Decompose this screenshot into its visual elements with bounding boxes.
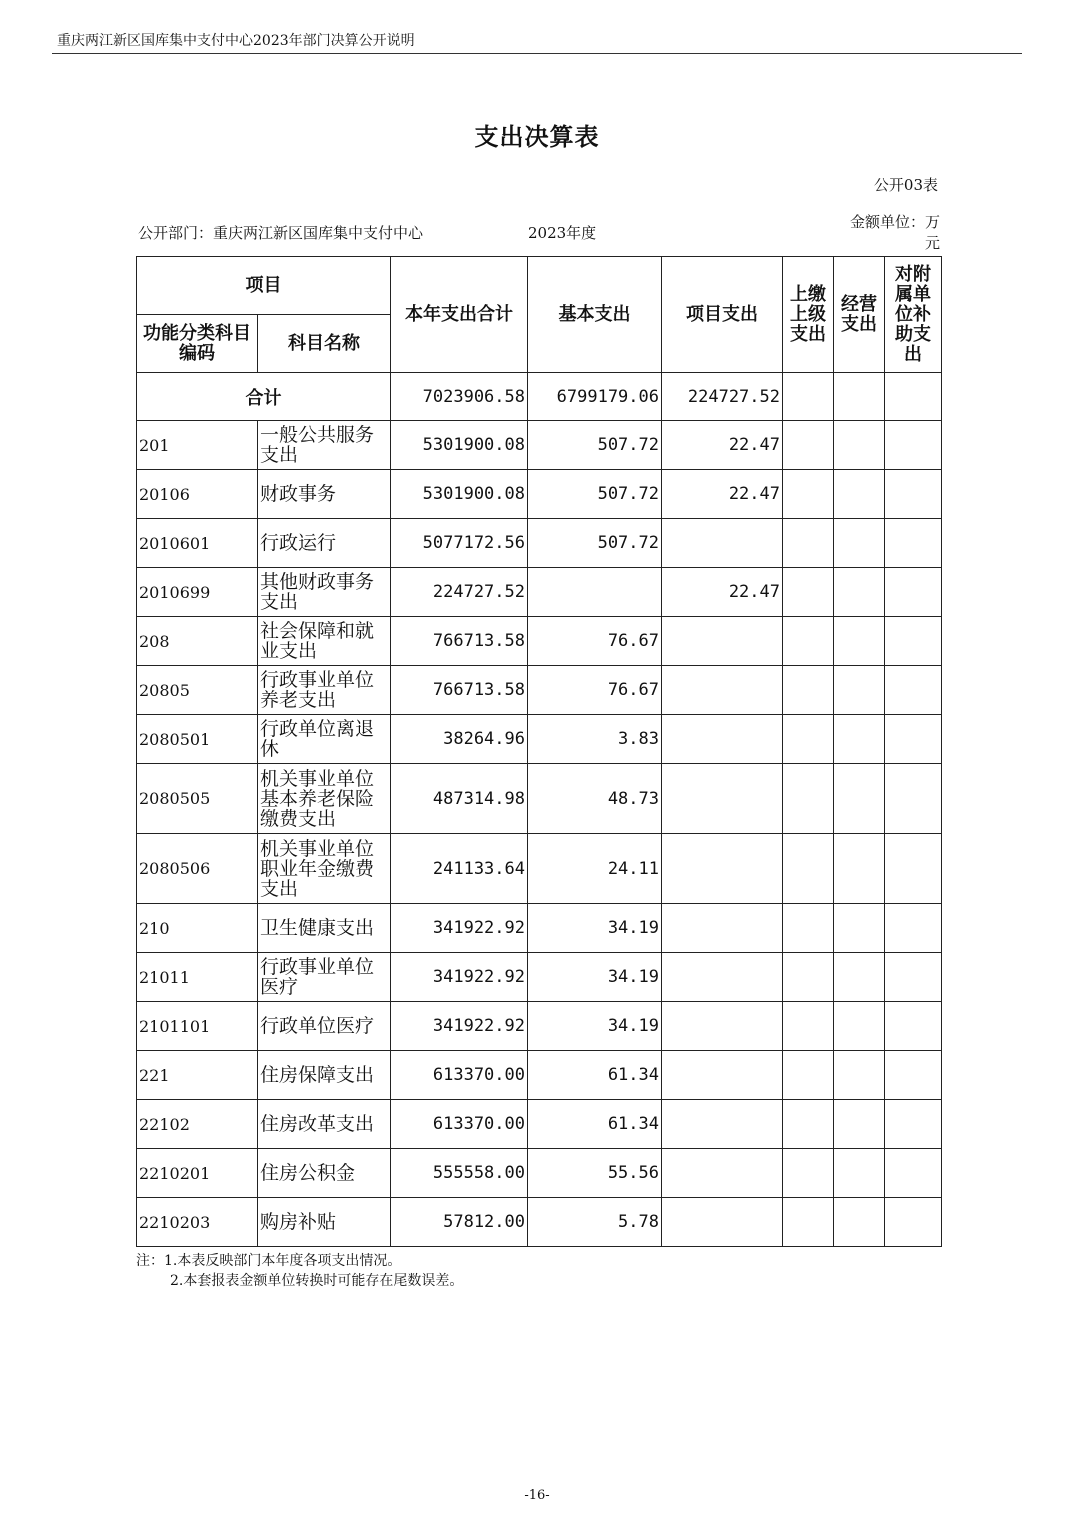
row-name: 其他财政事务支出	[258, 568, 391, 617]
row-business	[834, 715, 885, 764]
row-code: 2010699	[137, 568, 258, 617]
row-basic: 34.19	[528, 953, 662, 1002]
row-total: 341922.92	[391, 1002, 528, 1051]
row-business	[834, 904, 885, 953]
row-subsidy	[885, 470, 942, 519]
row-name: 行政单位医疗	[258, 1002, 391, 1051]
row-code: 21011	[137, 953, 258, 1002]
department-label: 公开部门：重庆两江新区国库集中支付中心	[138, 224, 424, 242]
row-basic: 61.34	[528, 1100, 662, 1149]
note-line-1: 注：1.本表反映部门本年度各项支出情况。	[136, 1253, 402, 1269]
total-basic: 6799179.06	[528, 373, 662, 421]
row-code: 22102	[137, 1100, 258, 1149]
row-code: 2210201	[137, 1149, 258, 1198]
row-business	[834, 1149, 885, 1198]
row-project	[662, 666, 783, 715]
header-project: 项目支出	[662, 257, 783, 373]
header-basic: 基本支出	[528, 257, 662, 373]
row-basic	[528, 568, 662, 617]
amount-unit-line2: 元	[924, 234, 940, 252]
table-row	[137, 666, 942, 715]
row-subsidy	[885, 617, 942, 666]
total-amount: 7023906.58	[391, 373, 528, 421]
row-upper	[783, 1051, 834, 1100]
row-name: 行政运行	[258, 519, 391, 568]
row-project	[662, 1100, 783, 1149]
row-total: 5301900.08	[391, 421, 528, 470]
row-total: 5301900.08	[391, 470, 528, 519]
row-total: 241133.64	[391, 834, 528, 904]
row-basic: 34.19	[528, 904, 662, 953]
row-name: 行政事业单位医疗	[258, 953, 391, 1002]
amount-unit	[838, 212, 940, 254]
row-total: 341922.92	[391, 904, 528, 953]
header-subject-name: 科目名称	[258, 315, 391, 373]
row-basic: 34.19	[528, 1002, 662, 1051]
row-subsidy	[885, 1100, 942, 1149]
table-row	[137, 1149, 942, 1198]
table-row	[137, 953, 942, 1002]
row-basic: 24.11	[528, 834, 662, 904]
row-name: 财政事务	[258, 470, 391, 519]
header-total: 本年支出合计	[391, 257, 528, 373]
row-name: 机关事业单位职业年金缴费支出	[258, 834, 391, 904]
row-upper	[783, 1149, 834, 1198]
row-subsidy	[885, 953, 942, 1002]
form-number: 公开03表	[873, 176, 938, 194]
table-row	[137, 834, 942, 904]
row-subsidy	[885, 834, 942, 904]
row-total: 57812.00	[391, 1198, 528, 1247]
row-project: 22.47	[662, 470, 783, 519]
row-subsidy	[885, 1051, 942, 1100]
header-func-code: 功能分类科目编码	[137, 315, 258, 373]
row-business	[834, 519, 885, 568]
row-total: 341922.92	[391, 953, 528, 1002]
row-total: 613370.00	[391, 1051, 528, 1100]
row-code: 2210203	[137, 1198, 258, 1247]
page-number: -16-	[524, 1488, 550, 1503]
row-subsidy	[885, 666, 942, 715]
row-name: 行政事业单位养老支出	[258, 666, 391, 715]
table-row	[137, 764, 942, 834]
table-row	[137, 1051, 942, 1100]
row-code: 2080506	[137, 834, 258, 904]
row-subsidy	[885, 904, 942, 953]
amount-unit-line1: 金额单位：万	[849, 213, 940, 231]
expenditure-table	[136, 256, 942, 1247]
row-business	[834, 1198, 885, 1247]
header-divider	[52, 53, 1022, 54]
row-name: 社会保障和就业支出	[258, 617, 391, 666]
row-upper	[783, 764, 834, 834]
row-upper	[783, 617, 834, 666]
table-row	[137, 1198, 942, 1247]
row-name: 机关事业单位基本养老保险缴费支出	[258, 764, 391, 834]
row-name: 住房保障支出	[258, 1051, 391, 1100]
row-code: 2080501	[137, 715, 258, 764]
row-upper	[783, 421, 834, 470]
row-project	[662, 953, 783, 1002]
table-row	[137, 904, 942, 953]
row-name: 住房公积金	[258, 1149, 391, 1198]
row-subsidy	[885, 764, 942, 834]
total-row	[137, 373, 942, 421]
row-subsidy	[885, 421, 942, 470]
row-code: 20805	[137, 666, 258, 715]
row-upper	[783, 834, 834, 904]
table-row	[137, 715, 942, 764]
page-title: 支出决算表	[474, 123, 600, 151]
table-row	[137, 568, 942, 617]
row-business	[834, 953, 885, 1002]
total-project: 224727.52	[662, 373, 783, 421]
row-business	[834, 617, 885, 666]
row-name: 一般公共服务支出	[258, 421, 391, 470]
row-upper	[783, 568, 834, 617]
row-business	[834, 568, 885, 617]
row-upper	[783, 953, 834, 1002]
running-header: 重庆两江新区国库集中支付中心2023年部门决算公开说明	[57, 33, 415, 49]
row-code: 2080505	[137, 764, 258, 834]
row-code: 20106	[137, 470, 258, 519]
row-business	[834, 470, 885, 519]
total-subsidy	[885, 373, 942, 421]
row-project	[662, 617, 783, 666]
row-business	[834, 834, 885, 904]
row-business	[834, 1051, 885, 1100]
table-row	[137, 421, 942, 470]
row-project	[662, 715, 783, 764]
header-upper: 上缴上级支出	[783, 257, 834, 373]
row-basic: 61.34	[528, 1051, 662, 1100]
row-upper	[783, 1002, 834, 1051]
row-basic: 507.72	[528, 470, 662, 519]
row-total: 766713.58	[391, 617, 528, 666]
row-project	[662, 1149, 783, 1198]
row-project	[662, 1002, 783, 1051]
row-total: 487314.98	[391, 764, 528, 834]
row-basic: 76.67	[528, 666, 662, 715]
table-notes	[136, 1251, 463, 1291]
row-project: 22.47	[662, 421, 783, 470]
row-business	[834, 1002, 885, 1051]
row-subsidy	[885, 1002, 942, 1051]
row-upper	[783, 519, 834, 568]
table-row	[137, 617, 942, 666]
row-project	[662, 519, 783, 568]
header-subsidy: 对附属单位补助支出	[885, 257, 942, 373]
row-code: 221	[137, 1051, 258, 1100]
row-name: 购房补贴	[258, 1198, 391, 1247]
row-name: 行政单位离退休	[258, 715, 391, 764]
row-project	[662, 904, 783, 953]
row-business	[834, 764, 885, 834]
header-business: 经营支出	[834, 257, 885, 373]
row-upper	[783, 904, 834, 953]
row-business	[834, 421, 885, 470]
row-total: 613370.00	[391, 1100, 528, 1149]
row-code: 2010601	[137, 519, 258, 568]
row-total: 555558.00	[391, 1149, 528, 1198]
row-subsidy	[885, 568, 942, 617]
row-basic: 48.73	[528, 764, 662, 834]
table-row	[137, 1002, 942, 1051]
row-name: 卫生健康支出	[258, 904, 391, 953]
row-code: 2101101	[137, 1002, 258, 1051]
row-basic: 507.72	[528, 519, 662, 568]
table-row	[137, 1100, 942, 1149]
table-row	[137, 470, 942, 519]
row-basic: 3.83	[528, 715, 662, 764]
row-total: 5077172.56	[391, 519, 528, 568]
row-basic: 507.72	[528, 421, 662, 470]
row-total: 38264.96	[391, 715, 528, 764]
total-business	[834, 373, 885, 421]
row-upper	[783, 1100, 834, 1149]
row-subsidy	[885, 1198, 942, 1247]
row-project	[662, 764, 783, 834]
row-upper	[783, 470, 834, 519]
row-basic: 76.67	[528, 617, 662, 666]
fiscal-year: 2023年度	[528, 224, 597, 242]
row-project	[662, 834, 783, 904]
row-upper	[783, 715, 834, 764]
row-business	[834, 666, 885, 715]
row-name: 住房改革支出	[258, 1100, 391, 1149]
note-line-2: 2.本套报表金额单位转换时可能存在尾数误差。	[170, 1273, 464, 1289]
header-item: 项目	[137, 257, 391, 315]
table-row	[137, 519, 942, 568]
total-upper	[783, 373, 834, 421]
row-basic: 55.56	[528, 1149, 662, 1198]
row-subsidy	[885, 519, 942, 568]
row-total: 224727.52	[391, 568, 528, 617]
row-upper	[783, 1198, 834, 1247]
row-project: 22.47	[662, 568, 783, 617]
row-upper	[783, 666, 834, 715]
row-code: 210	[137, 904, 258, 953]
row-total: 766713.58	[391, 666, 528, 715]
row-business	[834, 1100, 885, 1149]
row-subsidy	[885, 1149, 942, 1198]
row-project	[662, 1051, 783, 1100]
row-code: 208	[137, 617, 258, 666]
row-basic: 5.78	[528, 1198, 662, 1247]
row-project	[662, 1198, 783, 1247]
row-code: 201	[137, 421, 258, 470]
row-subsidy	[885, 715, 942, 764]
total-label: 合计	[137, 373, 391, 421]
